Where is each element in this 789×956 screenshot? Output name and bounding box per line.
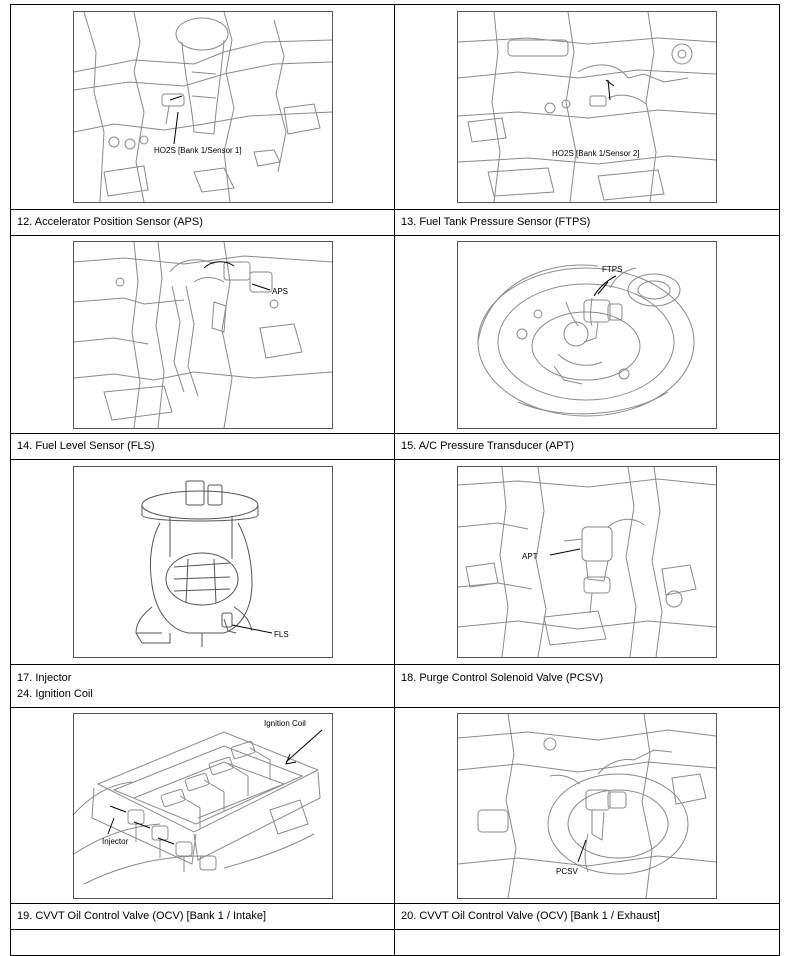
ftps-photo [457,241,717,429]
figure-cell-apt [395,460,779,665]
callout-ho2s-bank1-sensor2: HO2S [Bank 1/Sensor 2] [552,149,640,158]
table-row [11,210,779,236]
figure-cell-ho2s-sensor1 [11,5,395,210]
ho2s-bank1-sensor1-photo [73,11,333,203]
caption-fls: 14. Fuel Level Sensor (FLS) [11,434,395,460]
table-row [11,236,779,434]
table-row [11,5,779,210]
table-row [11,434,779,460]
figure-cell-fls [11,460,395,665]
injector-ignition-coil-photo [73,713,333,899]
figure-cell-pcsv [395,708,779,904]
empty-cell-left [11,930,395,956]
ho2s-bank1-sensor2-photo [457,11,717,203]
figure-cell-injector-coil [11,708,395,904]
aps-photo [73,241,333,429]
caption-ftps: 13. Fuel Tank Pressure Sensor (FTPS) [395,210,779,236]
callout-pcsv: PCSV [556,866,578,876]
fls-diagram [73,466,333,658]
table-row [11,930,779,956]
callout-injector: Injector [101,836,128,846]
caption-ocv-intake: 19. CVVT Oil Control Valve (OCV) [Bank 1 / Intake] [11,904,395,930]
figure-cell-aps [11,236,395,434]
figure-cell-ho2s-sensor2 [395,5,779,210]
caption-injector-ignition-coil [11,665,395,708]
figure-cell-ftps [395,236,779,434]
caption-pcsv: 18. Purge Control Solenoid Valve (PCSV) [395,665,779,708]
pcsv-photo [457,713,717,899]
table-row [11,904,779,930]
table-row [11,708,779,904]
caption-ocv-exhaust: 20. CVVT Oil Control Valve (OCV) [Bank 1 / Exhaust] [395,904,779,930]
component-location-table [10,4,780,956]
caption-apt: 15. A/C Pressure Transducer (APT) [395,434,779,460]
callout-ignition-coil: Ignition Coil [263,718,306,728]
empty-cell-right [395,930,779,956]
callout-fls: FLS [273,630,289,639]
callout-ho2s-bank1-sensor1: HO2S [Bank 1/Sensor 1] [153,146,242,155]
callout-aps: APS [271,286,288,296]
apt-photo [457,466,717,658]
caption-aps: 12. Accelerator Position Sensor (APS) [11,210,395,236]
callout-ftps: FTPS [602,264,623,274]
table-row [11,460,779,665]
callout-apt: APT [522,552,538,561]
caption-injector: 17. Injector [17,672,72,684]
caption-ignition-coil: 24. Ignition Coil [17,688,93,700]
table-row [11,665,779,708]
